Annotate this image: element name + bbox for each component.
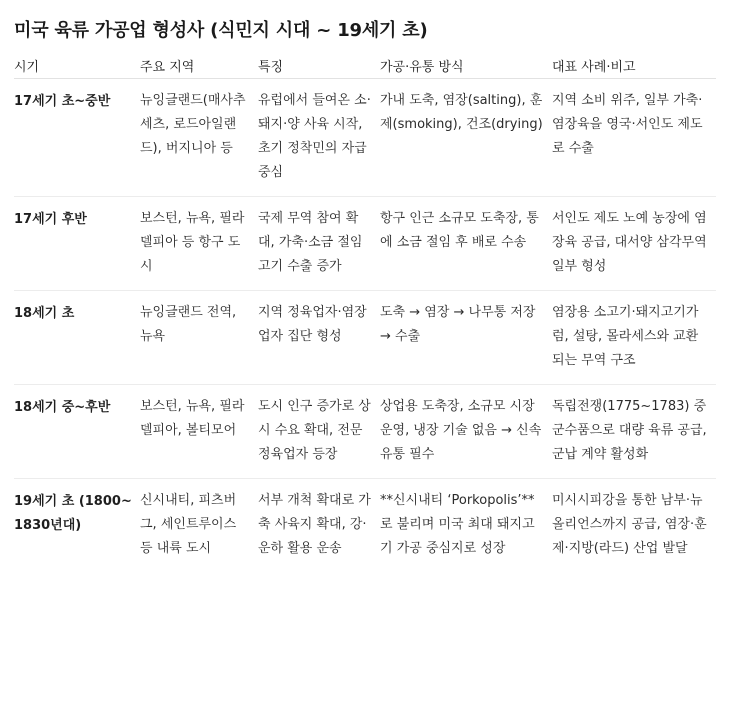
table-row [14,79,716,197]
cell-region: 신시내티, 피츠버그, 세인트루이스 등 내륙 도시 [140,493,237,556]
table-row [14,479,716,573]
cell-note: 독립전쟁(1775~1783) 중 군수품으로 대량 육류 공급, 군납 계약 활성화 [552,385,716,479]
cell-method: 가내 도축, 염장(salting), 훈제(smoking), 건조(drying) [380,79,552,197]
cell-method: **신시내티 ‘Porkopolis’**로 불리며 미국 최대 돼지고기 가공 중심지로 성장 [380,493,535,556]
page-title: 미국 육류 가공업 형성사 (식민지 시대 ~ 19세기 초) [14,20,428,41]
cell-method: 도축 → 염장 → 나무통 저장 → 수출 [380,291,552,385]
cell-note: 서인도 제도 노예 농장에 염장육 공급, 대서양 삼각무역 일부 형성 [552,197,716,291]
history-table [14,56,716,572]
table-row [14,291,716,385]
cell-period: 17세기 초~중반 [14,79,140,197]
column-header-method: 가공·유통 방식 [380,56,552,79]
cell-note: 미시시피강을 통한 남부·뉴올리언스까지 공급, 염장·훈제·지방(라드) 산업 발달 [552,493,707,556]
cell-feature: 지역 정육업자·염장업자 집단 형성 [258,291,380,385]
cell-period: 18세기 중~후반 [14,385,140,479]
cell-feature: 서부 개척 확대로 가축 사육지 확대, 강·운하 활용 운송 [258,493,371,556]
cell-region: 보스턴, 뉴욕, 필라델피아, 볼티모어 [140,385,258,479]
document-page [14,0,716,572]
table-header-row [14,56,716,79]
cell-period: 19세기 초 (1800~1830년대) [14,494,132,533]
column-header-period: 시기 [14,56,140,79]
cell-note: 지역 소비 위주, 일부 가축·염장육을 영국·서인도 제도로 수출 [552,79,716,197]
cell-method: 항구 인근 소규모 도축장, 통에 소금 절임 후 배로 수송 [380,197,552,291]
cell-feature: 국제 무역 참여 확대, 가축·소금 절임 고기 수출 증가 [258,197,380,291]
cell-note: 염장용 소고기·돼지고기가 럼, 설탕, 몰라세스와 교환되는 무역 구조 [552,291,716,385]
cell-period: 17세기 후반 [14,197,140,291]
column-header-region: 주요 지역 [140,56,258,79]
cell-region: 보스턴, 뉴욕, 필라델피아 등 항구 도시 [140,197,258,291]
cell-region: 뉴잉글랜드 전역, 뉴욕 [140,291,258,385]
cell-region: 뉴잉글랜드(매사추세츠, 로드아일랜드), 버지니아 등 [140,79,258,197]
table-row [14,385,716,479]
cell-method: 상업용 도축장, 소규모 시장 운영, 냉장 기술 없음 → 신속 유통 필수 [380,385,552,479]
table-row [14,197,716,291]
cell-period: 18세기 초 [14,291,140,385]
cell-feature: 유럽에서 들여온 소·돼지·양 사육 시작, 초기 정착민의 자급 중심 [258,79,380,197]
column-header-feature: 특징 [258,56,380,79]
column-header-note: 대표 사례·비고 [552,56,716,79]
cell-feature: 도시 인구 증가로 상시 수요 확대, 전문 정육업자 등장 [258,385,380,479]
